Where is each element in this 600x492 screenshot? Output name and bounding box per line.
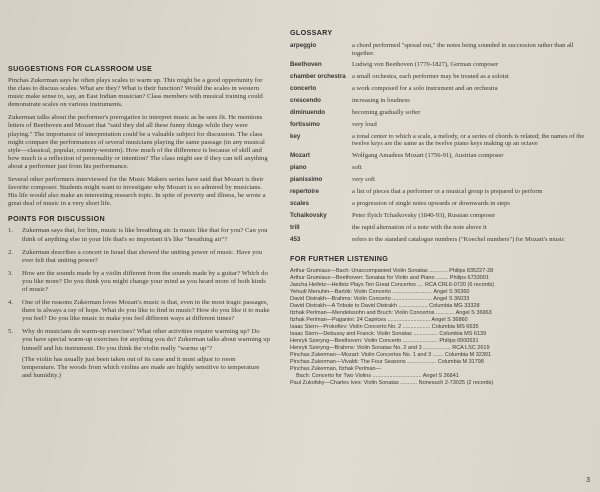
glossary-definition: becoming gradually softer <box>352 109 421 117</box>
glossary-term: diminuendo <box>290 109 326 117</box>
glossary-table <box>290 42 590 247</box>
listening-item: Jascha Heifetz—Heifetz Plays Ten Great Concertos .... RCA CRL6-0720 (6 records) <box>290 282 495 289</box>
glossary-term: scales <box>290 199 309 207</box>
suggestions-heading: SUGGESTIONS FOR CLASSROOM USE <box>8 64 153 73</box>
right-column <box>290 28 590 387</box>
glossary-entry <box>290 152 590 164</box>
glossary-term: Beethoven <box>290 61 322 69</box>
glossary-entry <box>290 121 590 133</box>
glossary-term: arpeggio <box>290 42 317 49</box>
listening-item: Arthur Grumiaux—Beethoven: Sonatas for Violin and Piano ........ Philips 6733001 <box>290 275 489 282</box>
discussion-heading: POINTS FOR DISCUSSION <box>8 214 105 224</box>
discussion-item <box>8 299 270 323</box>
glossary-entry <box>290 236 590 248</box>
glossary-term: 453 <box>290 235 301 243</box>
glossary-definition: a list of pieces that a performer or a musical group is prepared to perform <box>352 187 543 195</box>
glossary-definition: refers to the standard catalogue numbers ("Koechel numbers") for Mozart's music <box>352 235 565 243</box>
listening-list <box>290 268 590 386</box>
listening-item: Henryk Szeryng—Brahms: Violin Sonatas No. 2 and 3 .................. RCA LSC 2619 <box>290 344 490 351</box>
glossary-term: concerto <box>290 85 317 93</box>
discussion-note: (The violin has usually just been taken out of its case and it must adjust to room temperature. The woods from which violins are made are highly sensitive to temperature and humidity.) <box>22 355 260 379</box>
left-column <box>8 64 270 380</box>
glossary-definition: Ludwig von Beethoven (1770-1827), German composer <box>352 61 499 69</box>
glossary-definition: the rapid alternation of a note with the note above it <box>352 223 487 231</box>
glossary-definition: very loud <box>352 120 377 128</box>
discussion-item-text: One of the reasons Zukerman loves Mozart's music is that, even in the most tragic passages, there is always a ray of hope. What do you like to find in music? How do you like it to make you feel? Do you like music to make you feel different ways at different times? <box>22 299 270 323</box>
listening-item: Henryk Szeryng—Beethoven: Violin Concerto ....................... Philips 6500531 <box>290 337 479 344</box>
glossary-term: pianissimo <box>290 176 323 184</box>
listening-item: Arthur Grumiaux—Bach: Unaccompanied Violin Sonatas ............ Philips 835227-28 <box>290 268 494 275</box>
discussion-item-number: 5. <box>8 328 14 336</box>
listening-item: Pinchas Zukerman—Vivaldi: The Four Seasons ................... Columbia M 31798 <box>290 358 484 365</box>
discussion-item-number: 4. <box>8 299 14 307</box>
listening-item: David Oistrakh—A Tribute to David Oistrakh ................... Columbia MG 33328 <box>290 303 480 310</box>
listening-item: Pinchas Zukerman, Itzhak Perlman— <box>290 365 382 372</box>
page-number: 3 <box>586 477 590 484</box>
glossary-entry <box>290 212 590 224</box>
glossary-term: chamber orchestra <box>290 73 346 81</box>
glossary-term: key <box>290 132 301 140</box>
glossary-definition: Peter Ilyich Tchaikovsky (1840-93), Russian composer <box>352 211 496 219</box>
glossary-entry <box>290 42 590 61</box>
glossary-entry <box>290 200 590 212</box>
glossary-definition: increasing in loudness <box>352 97 410 105</box>
glossary-definition: a progression of single notes upwards or downwards in steps <box>352 199 510 207</box>
glossary-definition: a tonal center to which a scale, a melody, or a series of chords is related; the names of the twelve keys are the same as the twelve piano keys making up an octave <box>352 132 585 148</box>
glossary-entry <box>290 61 590 73</box>
glossary-definition: a chord performed "spread out," the notes being sounded in succession rather than all together. <box>352 42 574 57</box>
glossary-definition: very soft <box>352 176 375 184</box>
glossary-term: crescendo <box>290 97 321 105</box>
glossary-definition: a small orchestra, each performer may be treated as a soloist <box>352 73 509 81</box>
glossary-entry <box>290 188 590 200</box>
discussion-item <box>8 249 270 265</box>
glossary-definition: soft <box>352 164 362 172</box>
listening-item: Bach: Concerto for Two Violins ................................ Angel S 36841 <box>290 372 459 379</box>
glossary-term: Mozart <box>290 152 310 160</box>
discussion-item-number: 1. <box>8 227 14 235</box>
glossary-entry <box>290 109 590 121</box>
suggestions-paragraph-3: Several other performers interviewed for the Music Makers series have said that Mozart is their favorite composer. Students might want to investigate why Mozart is so admired by musicians. His life would also make an interesting research topic. In spite of poverty and illness, he wrote a great deal of music in a very short life. <box>8 176 266 208</box>
listening-item: Itzhak Perlman—Paganini: 24 Caprices ............................ Angel S 36860 <box>290 317 468 324</box>
glossary-heading: GLOSSARY <box>290 28 333 37</box>
suggestions-paragraph-1: Pinchas Zukerman says he often plays scales to warm up. This might be a good opportunity for the class to discuss scales. What are they? What is their function? Would the scales in western music make sense to, say, an East Indian musician? Class members with musical training could demonstrate scales on various instruments. <box>8 77 263 109</box>
glossary-entry <box>290 224 590 236</box>
glossary-entry <box>290 164 590 176</box>
glossary-entry <box>290 73 590 85</box>
listening-item: Pinchas Zukerman—Mozart: Violin Concertos No. 1 and 3 ....... Columbia M 32301 <box>290 351 492 358</box>
glossary-term: Tchaikovsky <box>290 211 327 219</box>
listening-item: Itzhak Perlman—Mendelssohn and Bruch: Violin Concertos ............ Angel S 36963 <box>290 310 492 317</box>
discussion-item-number: 3. <box>8 269 14 277</box>
discussion-item <box>8 270 270 294</box>
discussion-item-text: Why do musicians do warm-up exercises? What other activities require warming up? Do you have special warm-up exercises for anything you do? Zukerman talks about warming up himself and his instrument. Do you think the violin really "warms up"? <box>22 328 270 352</box>
listening-item: Isaac Stern—Prokofiev: Violin Concerto No. 2 .................. Columbia MS 6635 <box>290 324 479 331</box>
glossary-entry <box>290 97 590 109</box>
listening-item: Yehudi Menuhin—Bartók: Violin Concerto .......................... Angel S 36360 <box>290 289 470 296</box>
discussion-item-text: Zukerman describes a concert in Israel that showed the uniting power of music. Have you ever felt that uniting power? <box>22 248 263 264</box>
discussion-item-number: 2. <box>8 248 14 256</box>
discussion-item-text: How are the sounds made by a violin different from the sounds made by a guitar? Which do you like more? Do you think you might change your mind as you heard more of both kinds of music? <box>22 269 268 293</box>
listening-item: Isaac Stern—Debussy and Franck: Violin Sonatas ................ Columbia MS 6139 <box>290 331 487 338</box>
glossary-term: trill <box>290 223 300 231</box>
suggestions-paragraph-2: Zukerman talks about the performer's prerogative to interpret music as he sees fit. He mentions letters of Beethoven and Mozart that "said they did all these funny things while they were playing." The importance of interpretation could be a valuable subject for discussion. The class might compare the performances of several musicians playing the same passage (in any musical style—classical, popular, country-western). How much of the difference is because of skill and how much is a reflection of personality or intention? The class might see if they can tell anything about a performer just from his performance. <box>8 114 268 170</box>
listening-item: Paul Zukofsky—Charles Ives: Violin Sonatas ........... Nonesuch 2-73025 (2 records) <box>290 379 494 386</box>
discussion-item <box>8 227 270 243</box>
glossary-definition: a work composed for a solo instrument and an orchestra <box>352 85 498 93</box>
discussion-item <box>8 328 270 352</box>
glossary-definition: Wolfgang Amadeus Mozart (1756-91), Austrian composer <box>352 152 504 160</box>
glossary-term: piano <box>290 164 307 172</box>
discussion-list <box>8 227 270 352</box>
listening-item: David Oistrakh—Brahms: Violin Concerto .......................... Angel S 36033 <box>290 296 470 303</box>
glossary-entry <box>290 133 590 152</box>
discussion-item-text: Zukerman says that, for him, music is like breathing air. Is music like that for you? Can you think of anything else in your life that's so important it's like "breathing air"? <box>22 227 268 243</box>
listening-heading: FOR FURTHER LISTENING <box>290 254 389 264</box>
glossary-term: fortissimo <box>290 120 320 128</box>
glossary-term: repertoire <box>290 187 319 195</box>
glossary-entry <box>290 85 590 97</box>
glossary-entry <box>290 176 590 188</box>
